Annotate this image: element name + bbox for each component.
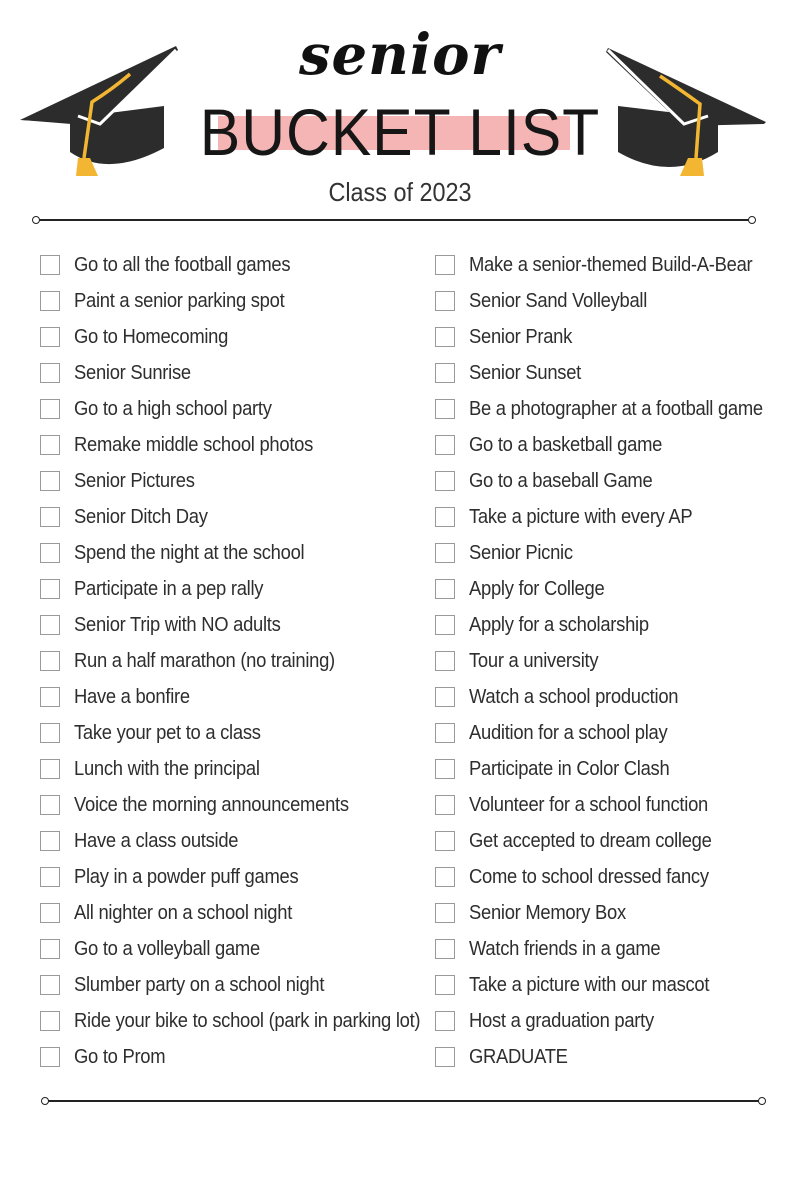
list-item	[40, 1003, 420, 1039]
list-item	[40, 391, 420, 427]
item-label: Come to school dressed fancy	[469, 865, 709, 888]
checkbox[interactable]	[435, 651, 455, 671]
list-item	[435, 571, 780, 607]
item-label: Play in a powder puff games	[74, 865, 299, 888]
list-item	[40, 787, 420, 823]
list-item	[40, 643, 420, 679]
checkbox[interactable]	[435, 759, 455, 779]
list-item	[435, 1039, 780, 1075]
top-divider	[38, 219, 750, 221]
item-label: Watch friends in a game	[469, 937, 661, 960]
checkbox[interactable]	[40, 327, 60, 347]
item-label: Voice the morning announcements	[74, 793, 349, 816]
item-label: Go to a baseball Game	[469, 469, 653, 492]
item-label: All nighter on a school night	[74, 901, 293, 924]
checkbox[interactable]	[40, 471, 60, 491]
list-item	[435, 715, 780, 751]
checkbox[interactable]	[40, 1047, 60, 1067]
list-item	[435, 247, 780, 283]
list-item	[40, 319, 420, 355]
item-label: Go to a high school party	[74, 397, 272, 420]
checkbox[interactable]	[40, 543, 60, 563]
list-item	[435, 283, 780, 319]
item-label: Take a picture with every AP	[469, 505, 693, 528]
checkbox[interactable]	[40, 903, 60, 923]
checkbox[interactable]	[435, 507, 455, 527]
item-label: Spend the night at the school	[74, 541, 305, 564]
list-item	[40, 571, 420, 607]
item-label: Have a class outside	[74, 829, 239, 852]
checkbox[interactable]	[40, 615, 60, 635]
checkbox[interactable]	[435, 435, 455, 455]
item-label: Be a photographer at a football game	[469, 397, 763, 420]
checkbox[interactable]	[435, 1047, 455, 1067]
checkbox[interactable]	[40, 939, 60, 959]
list-item	[435, 679, 780, 715]
list-item	[40, 715, 420, 751]
item-label: Tour a university	[469, 649, 599, 672]
list-item	[435, 859, 780, 895]
item-label: Senior Sand Volleyball	[469, 289, 648, 312]
item-label: Take your pet to a class	[74, 721, 261, 744]
item-label: Watch a school production	[469, 685, 679, 708]
checkbox[interactable]	[40, 507, 60, 527]
checkbox[interactable]	[40, 867, 60, 887]
checkbox[interactable]	[40, 795, 60, 815]
checkbox[interactable]	[40, 687, 60, 707]
item-label: Senior Memory Box	[469, 901, 626, 924]
item-label: Paint a senior parking spot	[74, 289, 285, 312]
item-label: Go to Prom	[74, 1045, 166, 1068]
item-label: Senior Ditch Day	[74, 505, 208, 528]
list-item	[40, 427, 420, 463]
checkbox[interactable]	[435, 723, 455, 743]
checkbox[interactable]	[40, 291, 60, 311]
item-label: Have a bonfire	[74, 685, 190, 708]
item-label: Get accepted to dream college	[469, 829, 712, 852]
item-label: Volunteer for a school function	[469, 793, 708, 816]
item-label: Host a graduation party	[469, 1009, 654, 1032]
item-label: Apply for a scholarship	[469, 613, 649, 636]
checkbox[interactable]	[435, 867, 455, 887]
list-item	[40, 823, 420, 859]
checkbox[interactable]	[435, 615, 455, 635]
list-item	[40, 751, 420, 787]
list-item	[435, 787, 780, 823]
checkbox[interactable]	[435, 399, 455, 419]
list-item	[435, 607, 780, 643]
list-item	[40, 499, 420, 535]
list-item	[435, 643, 780, 679]
checkbox[interactable]	[435, 975, 455, 995]
item-label: Participate in Color Clash	[469, 757, 670, 780]
checkbox[interactable]	[40, 579, 60, 599]
item-label: Senior Prank	[469, 325, 573, 348]
list-item	[40, 679, 420, 715]
list-item	[435, 355, 780, 391]
list-item	[40, 607, 420, 643]
checkbox[interactable]	[435, 1011, 455, 1031]
list-item	[435, 823, 780, 859]
list-item	[40, 859, 420, 895]
script-title: senior	[299, 22, 501, 88]
item-label: Senior Sunset	[469, 361, 582, 384]
checkbox[interactable]	[435, 363, 455, 383]
checkbox[interactable]	[40, 435, 60, 455]
list-item	[40, 463, 420, 499]
checkbox[interactable]	[435, 471, 455, 491]
checkbox[interactable]	[435, 939, 455, 959]
checkbox[interactable]	[435, 291, 455, 311]
checkbox[interactable]	[40, 399, 60, 419]
list-item	[40, 931, 420, 967]
checkbox[interactable]	[40, 975, 60, 995]
item-label: Go to a volleyball game	[74, 937, 260, 960]
list-item	[435, 931, 780, 967]
list-item	[435, 463, 780, 499]
list-item	[40, 967, 420, 1003]
checkbox[interactable]	[435, 795, 455, 815]
list-item	[435, 319, 780, 355]
checkbox[interactable]	[435, 327, 455, 347]
checkbox[interactable]	[40, 759, 60, 779]
item-label: Slumber party on a school night	[74, 973, 325, 996]
list-item	[40, 355, 420, 391]
item-label: Lunch with the principal	[74, 757, 260, 780]
item-label: Participate in a pep rally	[74, 577, 264, 600]
item-label: Audition for a school play	[469, 721, 668, 744]
item-label: Apply for College	[469, 577, 605, 600]
list-item	[435, 751, 780, 787]
item-label: Go to all the football games	[74, 253, 291, 276]
checkbox[interactable]	[435, 831, 455, 851]
checkbox[interactable]	[40, 363, 60, 383]
checkbox[interactable]	[435, 255, 455, 275]
bucket-list-right-column	[435, 247, 780, 1075]
item-label: Ride your bike to school (park in parking lot)	[74, 1009, 421, 1032]
checkbox[interactable]	[40, 1011, 60, 1031]
checkbox[interactable]	[435, 687, 455, 707]
item-label: Senior Sunrise	[74, 361, 191, 384]
item-label: Run a half marathon (no training)	[74, 649, 335, 672]
list-item	[40, 247, 420, 283]
list-item	[435, 967, 780, 1003]
page-title: BUCKET LIST	[199, 95, 601, 169]
item-label: GRADUATE	[469, 1045, 568, 1068]
item-label: Make a senior-themed Build-A-Bear	[469, 253, 753, 276]
checkbox[interactable]	[435, 543, 455, 563]
class-year-subtitle: Class of 2023	[328, 177, 472, 207]
bottom-divider	[47, 1100, 760, 1102]
item-label: Go to a basketball game	[469, 433, 663, 456]
checkbox[interactable]	[40, 255, 60, 275]
checkbox[interactable]	[435, 903, 455, 923]
list-item	[40, 535, 420, 571]
list-item	[435, 499, 780, 535]
list-item	[40, 283, 420, 319]
checkbox[interactable]	[40, 651, 60, 671]
item-label: Senior Pictures	[74, 469, 195, 492]
item-label: Take a picture with our mascot	[469, 973, 710, 996]
list-item	[40, 1039, 420, 1075]
list-item	[435, 1003, 780, 1039]
item-label: Senior Trip with NO adults	[74, 613, 281, 636]
item-label: Go to Homecoming	[74, 325, 229, 348]
list-item	[435, 427, 780, 463]
list-item	[435, 391, 780, 427]
item-label: Senior Picnic	[469, 541, 573, 564]
list-item	[40, 895, 420, 931]
list-item	[435, 895, 780, 931]
list-item	[435, 535, 780, 571]
checkbox[interactable]	[435, 579, 455, 599]
checkbox[interactable]	[40, 723, 60, 743]
checkbox[interactable]	[40, 831, 60, 851]
bucket-list-left-column	[40, 247, 420, 1075]
item-label: Remake middle school photos	[74, 433, 314, 456]
